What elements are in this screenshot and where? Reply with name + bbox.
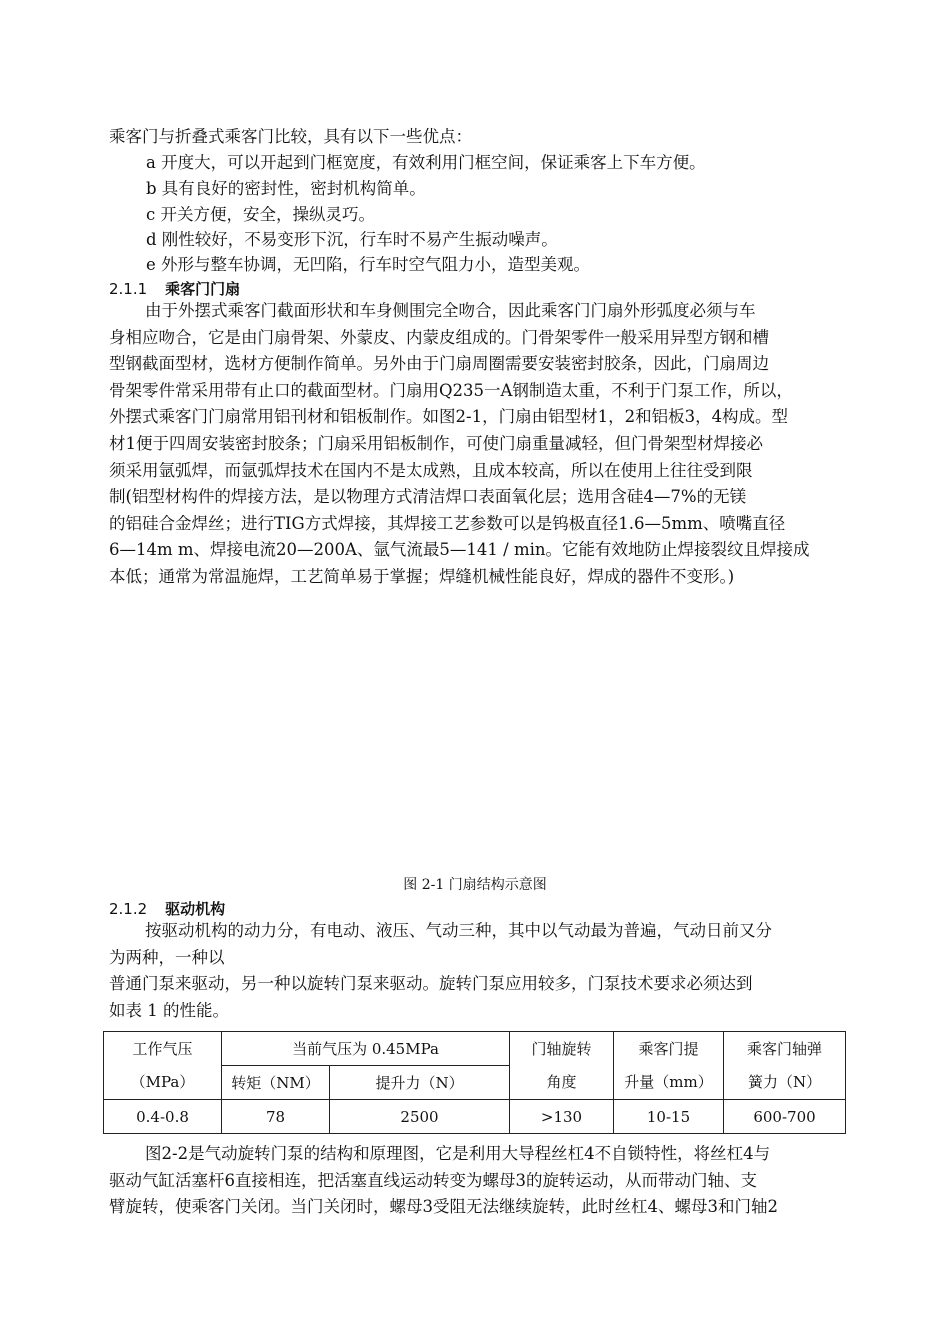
table-cell: 0.4-0.8 [104, 1100, 222, 1134]
paragraph-line: 6—14m m、焊接电流20—200A、氩气流最5—141 / min。它能有效地防止焊接裂纹且焊接成 [109, 540, 810, 560]
header-text: 乘客门轴弹 [747, 1039, 823, 1058]
section-number: 2.1.2 [109, 900, 148, 918]
table-cell: 78 [222, 1100, 330, 1134]
door-pump-spec-table [103, 1031, 846, 1134]
paragraph-line: 为两种，一种以 [109, 947, 225, 967]
header-text: （MPa） [130, 1072, 195, 1091]
paragraph-line: 身相应吻合，它是由门扇骨架、外蒙皮、内蒙皮组成的。门骨架零件一般采用异型方钢和槽 [109, 327, 769, 347]
header-text: 乘客门提 [638, 1039, 699, 1058]
paragraph-line: 骨架零件常采用带有止口的截面型材。门扇用Q235一A钢制造太重，不利于门泵工作，所以， [109, 380, 793, 400]
advantage-item: e 外形与整车协调，无凹陷，行车时空气阻力小，造型美观。 [146, 255, 591, 274]
paragraph-line: 由于外摆式乘客门截面形状和车身侧围完全吻合，因此乘客门门扇外形弧度必须与车 [145, 301, 756, 320]
header-text: 升量（mm） [624, 1072, 713, 1091]
paragraph-line: 图2-2是气动旋转门泵的结构和原理图，它是利用大导程丝杠4不自锁特性，将丝杠4与 [145, 1144, 771, 1163]
table-row [104, 1100, 846, 1134]
paragraph-line: 须采用氩弧焊，而氩弧焊技术在国内不是太成熟，且成本较高，所以在使用上往往受到限 [109, 460, 753, 480]
section-title: 乘客门门扇 [165, 280, 241, 298]
paragraph-line: 材1便于四周安装密封胶条；门扇采用铝板制作，可使门扇重量减轻，但门骨架型材焊接必 [109, 433, 763, 453]
table-cell: 2500 [330, 1100, 510, 1134]
paragraph-line: 驱动气缸活塞杆6直接相连，把活塞直线运动转变为螺母3的旋转运动，从而带动门轴、支 [109, 1170, 757, 1190]
paragraph-line: 按驱动机构的动力分，有电动、液压、气动三种，其中以气动最为普遍，气动日前又分 [145, 921, 772, 940]
header-text: 角度 [546, 1072, 577, 1091]
paragraph-line: 如表 1 的性能。 [109, 1000, 229, 1020]
paragraph-line: 的铝硅合金焊丝；进行TIG方式焊接，其焊接工艺参数可以是钨极直径1.6—5mm、喷嘴直径 [109, 513, 786, 533]
table-cell: 600-700 [724, 1100, 846, 1134]
intro-text: 乘客门与折叠式乘客门比较，具有以下一些优点： [109, 127, 472, 146]
header-text: 工作气压 [132, 1039, 193, 1058]
table-header-cell: 转矩（NM） [222, 1066, 330, 1100]
header-text: 簧力（N） [747, 1072, 822, 1091]
table-header-row [104, 1032, 846, 1066]
header-text: 门轴旋转 [531, 1039, 592, 1058]
table-header-cell: 当前气压为 0.45MPa [222, 1032, 510, 1066]
paragraph-line: 臂旋转，使乘客门关闭。当门关闭时，螺母3受阻无法继续旋转，此时丝杠4、螺母3和门轴2 [109, 1197, 778, 1217]
paragraph-line: 型钢截面型材，选材方便制作简单。另外由于门扇周圈需要安装密封胶条，因此，门扇周边 [109, 354, 769, 374]
table-cell: 10-15 [614, 1100, 724, 1134]
advantage-item: d 刚性较好，不易变形下沉，行车时不易产生振动噪声。 [146, 230, 558, 249]
table-cell: >130 [510, 1100, 614, 1134]
advantage-item: c 开关方便，安全，操纵灵巧。 [146, 205, 375, 224]
paragraph-line: 外摆式乘客门门扇常用铝刊材和铝板制作。如图2-1，门扇由铝型材1，2和铝板3，4构成。型 [109, 407, 789, 427]
paragraph-line: 本低；通常为常温施焊，工艺简单易于掌握；焊缝机械性能良好，焊成的器件不变形。) [109, 566, 735, 586]
table-header-cell [614, 1032, 724, 1100]
section-title: 驱动机构 [165, 900, 226, 918]
drive-mechanism-paragraph [109, 918, 849, 1024]
figure-caption: 图 2-1 门扇结构示意图 [403, 877, 547, 893]
door-leaf-paragraph [109, 298, 849, 591]
paragraph-line: 制(铝型材构件的焊接方法，是以物理方式清洁焊口表面氧化层；选用含硅4—7%的无镁 [109, 487, 747, 507]
table-header-cell: 提升力（N） [330, 1066, 510, 1100]
door-pump-paragraph [109, 1141, 849, 1221]
table-header-cell [724, 1032, 846, 1100]
paragraph-line: 普通门泵来驱动，另一种以旋转门泵来驱动。旋转门泵应用较多，门泵技术要求必须达到 [109, 974, 753, 994]
section-number: 2.1.1 [109, 280, 148, 298]
advantage-item: b 具有良好的密封性，密封机构简单。 [146, 179, 426, 198]
advantage-item: a 开度大，可以开起到门框宽度，有效利用门框空间，保证乘客上下车方便。 [146, 153, 706, 172]
table-header-cell [510, 1032, 614, 1100]
table-header-cell [104, 1032, 222, 1100]
